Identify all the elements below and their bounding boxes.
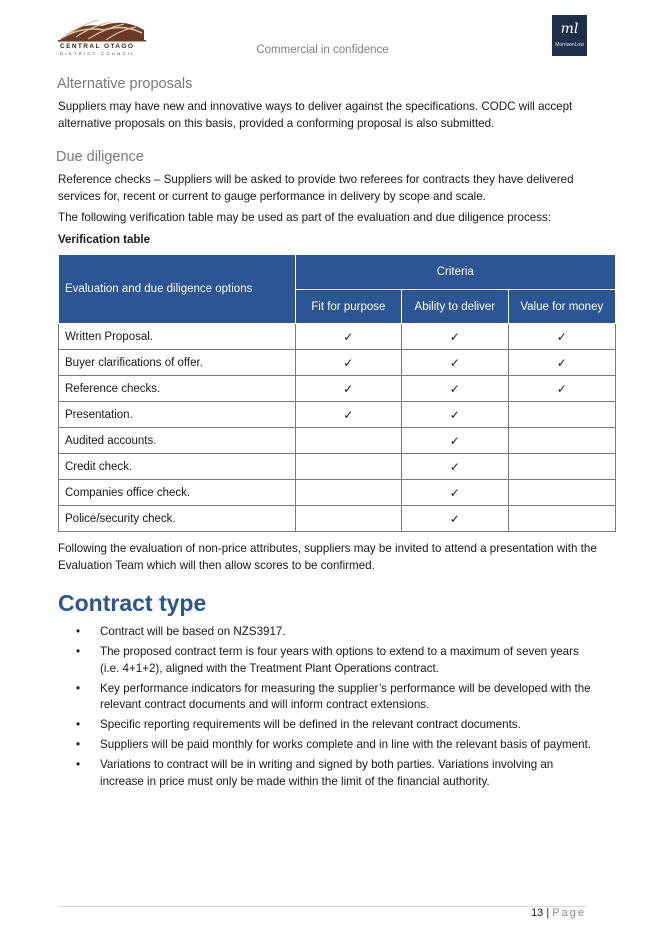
verification-table <box>58 254 616 532</box>
empty-cell <box>295 428 402 454</box>
column-header-value-for-money: Value for money <box>508 290 615 324</box>
check-icon: ✓ <box>402 506 508 532</box>
column-header-fit-for-purpose: Fit for purpose <box>295 290 402 324</box>
check-icon: ✓ <box>402 402 508 428</box>
consultant-logo-text: MorrisonLow <box>555 42 584 48</box>
table-row <box>59 428 616 454</box>
check-icon: ✓ <box>402 376 508 402</box>
criteria-header: Criteria <box>295 255 615 290</box>
list-item-text: Specific reporting requirements will be defined in the relevant contract documents. <box>100 718 521 732</box>
contract-type-heading: Contract type <box>58 590 207 616</box>
check-icon: ✓ <box>508 376 615 402</box>
option-cell: Written Proposal. <box>59 324 296 350</box>
empty-cell <box>508 506 615 532</box>
option-cell: Companies office check. <box>59 480 296 506</box>
check-icon: ✓ <box>402 428 508 454</box>
council-subname: DISTRICT COUNCIL <box>60 51 136 56</box>
empty-cell <box>508 480 615 506</box>
bullet-icon: • <box>76 738 81 752</box>
bullet-icon: • <box>76 718 81 732</box>
list-item-text: Variations to contract will be in writing and signed by both parties. Variations involving an increase in price must only be made within the limit of the financial authority. <box>100 758 554 788</box>
check-icon: ✓ <box>402 480 508 506</box>
empty-cell <box>508 454 615 480</box>
list-item <box>58 757 598 790</box>
verification-table-body <box>59 324 616 532</box>
page-number-value: 13 <box>531 907 544 919</box>
table-row <box>59 350 616 376</box>
list-item <box>58 737 598 754</box>
confidentiality-note: Commercial in confidence <box>256 44 389 56</box>
reference-checks-text: Reference checks – Suppliers will be asked to provide two referees for contracts they have delivered services for, recent or current to gauge performance in delivery by scope and scale. <box>58 173 574 203</box>
option-cell: Presentation. <box>59 402 296 428</box>
column-header-ability-to-deliver: Ability to deliver <box>402 290 508 324</box>
consultant-logo <box>552 15 587 56</box>
page-number-separator: | <box>543 907 553 919</box>
page-word: Page <box>552 907 586 919</box>
check-icon: ✓ <box>295 350 402 376</box>
empty-cell <box>295 480 402 506</box>
list-item <box>58 644 598 677</box>
alternative-proposals-text: Suppliers may have new and innovative ways to deliver against the specifications. CODC will accept alternative proposals on this basis, provided a conforming proposal is also submitted. <box>58 100 573 130</box>
table-row <box>59 506 616 532</box>
table-row <box>59 402 616 428</box>
check-icon: ✓ <box>295 324 402 350</box>
council-name: CENTRAL OTAGO <box>60 43 135 50</box>
empty-cell <box>508 428 615 454</box>
presentation-text: Following the evaluation of non-price attributes, suppliers may be invited to attend a presentation with the Evaluation Team which will then allow scores to be confirmed. <box>58 542 597 572</box>
list-item-text: Key performance indicators for measuring the supplier’s performance will be developed with the relevant contract documents and will inform contract extensions. <box>100 681 591 712</box>
bullet-icon: • <box>76 758 81 772</box>
alternative-proposals-heading: Alternative proposals <box>57 76 193 92</box>
bullet-icon: • <box>76 645 81 659</box>
option-cell: Buyer clarifications of offer. <box>59 350 296 376</box>
check-icon: ✓ <box>402 324 508 350</box>
bullet-icon: • <box>76 625 81 638</box>
check-icon: ✓ <box>402 350 508 376</box>
check-icon: ✓ <box>295 376 402 402</box>
verification-table-label: Verification table <box>58 234 151 246</box>
table-row <box>59 376 616 402</box>
verification-intro-text: The following verification table may be used as part of the evaluation and due diligence process: <box>58 211 552 224</box>
bullet-icon: • <box>76 681 81 695</box>
table-row <box>59 480 616 506</box>
list-item-text: Contract will be based on NZS3917. <box>100 625 286 638</box>
list-item <box>58 717 598 734</box>
due-diligence-heading: Due diligence <box>56 149 144 165</box>
option-cell: Police/security check. <box>59 506 296 532</box>
contract-type-list <box>58 624 598 794</box>
page-number <box>500 907 586 919</box>
option-cell: Audited accounts. <box>59 428 296 454</box>
check-icon: ✓ <box>508 350 615 376</box>
check-icon: ✓ <box>402 454 508 480</box>
options-column-header: Evaluation and due diligence options <box>59 255 296 324</box>
check-icon: ✓ <box>508 324 615 350</box>
empty-cell <box>295 454 402 480</box>
option-cell: Credit check. <box>59 454 296 480</box>
table-row <box>59 454 616 480</box>
list-item <box>58 624 598 641</box>
check-icon: ✓ <box>295 402 402 428</box>
consultant-logo-mark: ml <box>560 21 579 37</box>
list-item-text: The proposed contract term is four years with options to extend to a maximum of seven years (i.e. 4+1+2), aligned with the Treatment Plant Operations contract. <box>100 645 579 675</box>
option-cell: Reference checks. <box>59 376 296 402</box>
list-item-text: Suppliers will be paid monthly for works complete and in line with the relevant basis of payment. <box>100 738 592 752</box>
mountains-icon <box>58 16 146 42</box>
table-row <box>59 324 616 350</box>
empty-cell <box>295 506 402 532</box>
empty-cell <box>508 402 615 428</box>
list-item <box>58 681 598 714</box>
